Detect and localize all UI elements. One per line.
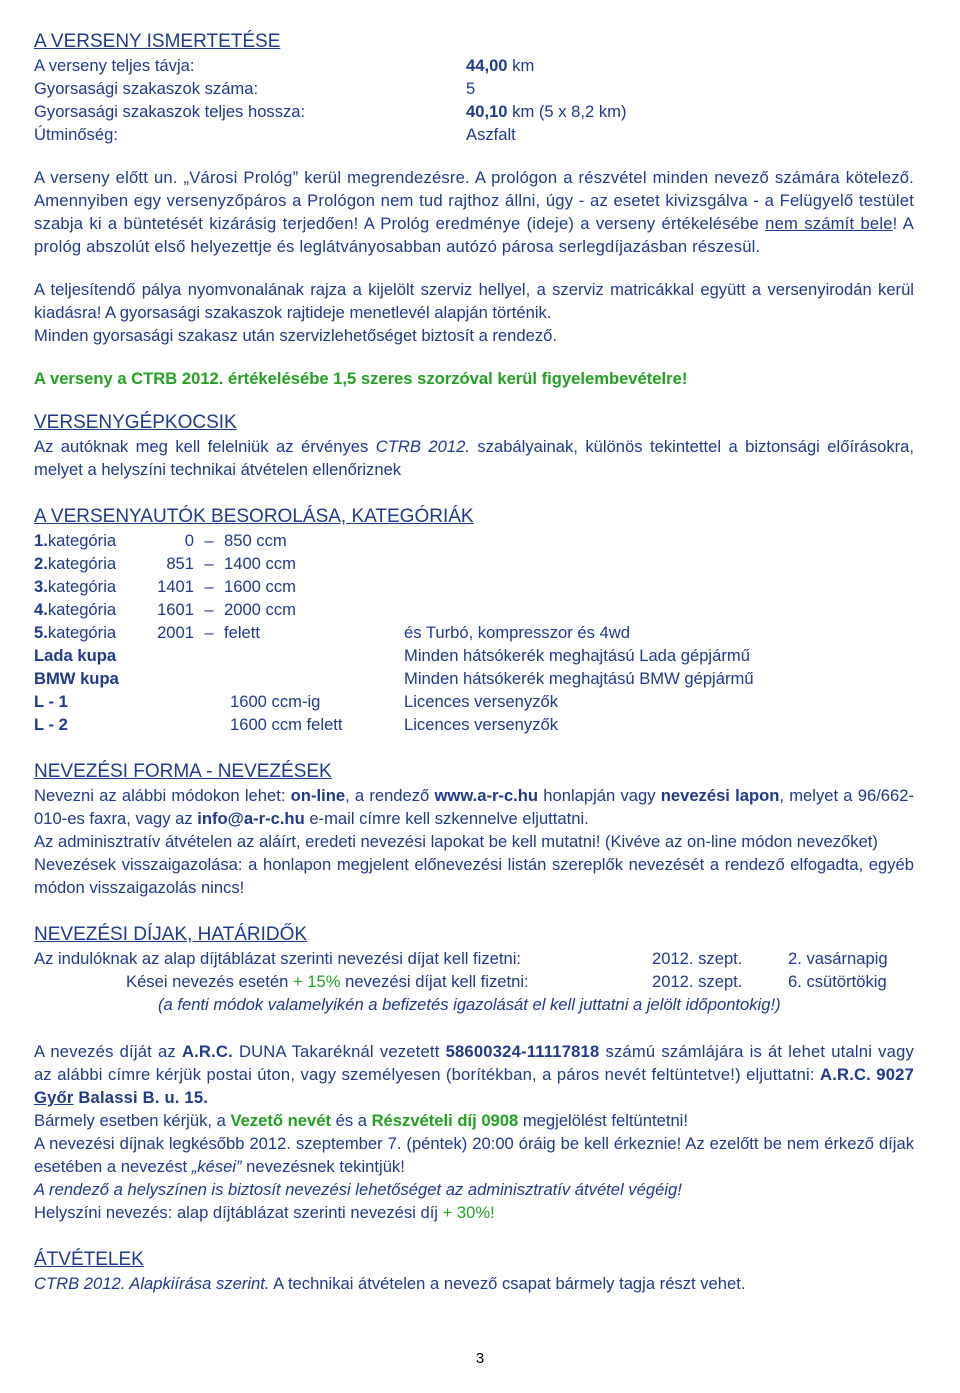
category-list bbox=[34, 529, 914, 736]
info-row: Gyorsasági szakaszok teljes hossza: 40,10 km (5 x 8,2 km) bbox=[34, 102, 627, 121]
section-title-atvetelek: ÁTVÉTELEK bbox=[34, 1249, 144, 1270]
info-row: Útminőség: Aszfalt bbox=[34, 125, 516, 144]
service-paragraph: Minden gyorsasági szakasz után szervizlehetőséget biztosít a rendező. bbox=[34, 326, 557, 345]
cup-row: Lada kupa Minden hátsókerék meghajtású Lada gépjármű bbox=[34, 646, 750, 665]
cars-paragraph: Az autóknak meg kell felelniük az érvényes CTRB 2012. szabályainak, különös tekintettel a biztonsági előírásokra, melyet a helyszíni technikai átvételen ellenőriznek bbox=[34, 437, 915, 479]
onsite-italic-paragraph: A rendező a helyszínen is biztosít nevezési lehetőséget az adminisztratív átvétel végéig! bbox=[34, 1180, 682, 1199]
section-title-kategoriak: A VERSENYAUTÓK BESOROLÁSA, KATEGÓRIÁK bbox=[34, 506, 474, 527]
fee-row: Kései nevezés esetén + 15% nevezési díjat kell fizetni: 2012. szept. 6. csütörtökig bbox=[126, 972, 887, 991]
onsite-fee-paragraph: Helyszíni nevezés: alap díjtáblázat szerinti nevezési díj + 30%! bbox=[34, 1203, 495, 1222]
fee-row: Az indulóknak az alap díjtáblázat szerinti nevezési díjat kell fizetni: 2012. szept. 2. vasárnapig bbox=[34, 949, 888, 968]
deadline-paragraph: A nevezési díjnak legkésőbb 2012. szeptember 7. (péntek) 20:00 óráig be kell érkeznie! Az ezelőtt be nem érkező díjak esetében a nevezést „kései” nevezésnek tekintjük! bbox=[34, 1134, 914, 1176]
section-title-verseny: A VERSENY ISMERTETÉSE bbox=[34, 31, 281, 52]
website-link[interactable]: www.a-r-c.hu bbox=[434, 786, 539, 805]
ctrb-notice: A verseny a CTRB 2012. értékelésébe 1,5 szeres szorzóval kerül figyelembevételre! bbox=[34, 369, 688, 388]
email-link[interactable]: info@a-r-c.hu bbox=[197, 809, 305, 828]
admin-paragraph: Az adminisztratív átvételen az aláírt, eredeti nevezési lapokat be kell mutatni! (Kivéve az on-line módon nevezőket) bbox=[34, 832, 878, 851]
category-row: 5.kategória 2001 – felett és Turbó, kompresszor és 4wd bbox=[34, 623, 630, 642]
section-title-gepkocsik: VERSENYGÉPKOCSIK bbox=[34, 412, 237, 433]
payment-paragraph: A nevezés díját az A.R.C. DUNA Takaréknál vezetett 58600324-11117818 számú számlájára is át lehet utalni vagy az alábbi címre kérjük postai úton, vagy személyesen (borítékban, a páros nevét feltüntetve!) eljuttatni: A.R.C. 9027 Győr Balassi B. u. 15. bbox=[34, 1042, 914, 1107]
prolog-paragraph: A verseny előtt un. „Városi Prológ” kerül megrendezésre. A prológon a részvétel minden nevező számára kötelező. Amennyiben egy versenyzőpáros a Prológon nem tud rajthoz állni, úgy - az esetet kivizsgálva - a Felügyelő testület szabja ki a büntetését kizárásig terjedően! A Prológ eredménye (ideje) a verseny értékelésébe nem számít bele! A prológ abszolút első helyezettje és leglátványosabban autózó párosa serlegdíjazásban részesül. bbox=[34, 168, 914, 256]
confirmation-paragraph: Nevezések visszaigazolása: a honlapon megjelent előnevezési listán szereplők nevezését a rendező elfogadta, egyéb módon visszaigazolás nincs! bbox=[34, 855, 914, 897]
section-title-dijak: NEVEZÉSI DÍJAK, HATÁRIDŐK bbox=[34, 924, 308, 945]
track-paragraph: A teljesítendő pálya nyomvonalának rajza a kijelölt szerviz hellyel, a szerviz matricákkal együtt a versenyirodán kerül kiadásra! A gyorsasági szakaszok rajtideje menetlevél alapján történik. bbox=[34, 280, 914, 322]
page-number: 3 bbox=[475, 1350, 485, 1367]
cup-row: BMW kupa Minden hátsókerék meghajtású BMW gépjármű bbox=[34, 669, 754, 688]
document-page bbox=[34, 30, 914, 1295]
cup-row: L - 1 1600 ccm-ig Licences versenyzők bbox=[34, 692, 559, 711]
info-row: Gyorsasági szakaszok száma: 5 bbox=[34, 79, 476, 98]
fee-note: (a fenti módok valamelyikén a befizetés igazolását el kell juttatni a jelölt időpontokig!) bbox=[158, 995, 781, 1014]
label-paragraph: Bármely esetben kérjük, a Vezető nevét és a Részvételi díj 0908 megjelölést feltüntetni! bbox=[34, 1111, 688, 1130]
category-row: 1.kategória 0 – 850 ccm bbox=[34, 531, 287, 550]
cup-row: L - 2 1600 ccm felett Licences versenyzők bbox=[34, 715, 559, 734]
section-title-nevezesek: NEVEZÉSI FORMA - NEVEZÉSEK bbox=[34, 761, 332, 782]
inspection-paragraph: CTRB 2012. Alapkiírása szerint. A technikai átvételen a nevező csapat bármely tagja részt vehet. bbox=[34, 1274, 746, 1293]
category-row: 3.kategória 1401 – 1600 ccm bbox=[34, 577, 296, 596]
info-row: A verseny teljes távja: 44,00 km bbox=[34, 56, 535, 75]
category-row: 2.kategória 851 – 1400 ccm bbox=[34, 554, 296, 573]
entry-methods-paragraph: Nevezni az alábbi módokon lehet: on-line, a rendező www.a-r-c.hu honlapján vagy nevezési lapon, melyet a 96/662-010-es faxra, vagy az info@a-r-c.hu e-mail címre kell szkennelve eljuttatni. bbox=[34, 786, 915, 828]
category-row: 4.kategória 1601 – 2000 ccm bbox=[34, 600, 296, 619]
